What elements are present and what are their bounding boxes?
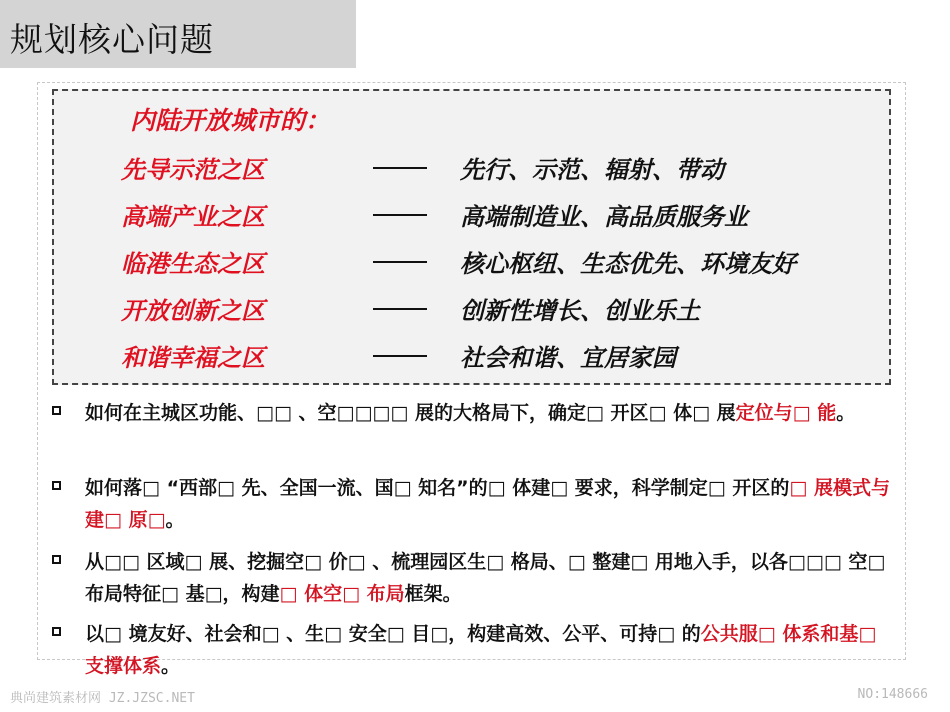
title-banner <box>0 0 356 68</box>
square-bullet-icon <box>52 481 61 490</box>
zone-row <box>0 291 950 327</box>
zone-description: 社会和谐、宜居家园 <box>460 344 676 372</box>
zone-name: 先导示范之区 <box>121 156 265 184</box>
zone-row <box>0 244 950 280</box>
zone-description: 核心枢纽、生态优先、环境友好 <box>460 250 796 278</box>
square-bullet-icon <box>52 627 61 636</box>
zone-dash <box>373 214 427 216</box>
zone-name: 和谐幸福之区 <box>121 344 265 372</box>
zone-dash <box>373 167 427 169</box>
zone-description: 创新性增长、创业乐土 <box>460 297 700 325</box>
zone-dash <box>373 308 427 310</box>
positioning-heading: 内陆开放城市的： <box>130 106 331 135</box>
zone-row <box>0 197 950 233</box>
zone-dash <box>373 261 427 263</box>
watermark-id: NO:148666 <box>857 687 928 702</box>
question-text: 以□ 境友好、社会和□ 、生□ 安全□ 目□，构建高效、公平、可持□ 的公共服□ 体系和基□ 支撑体系。 <box>85 623 877 677</box>
zone-row <box>0 338 950 374</box>
zone-description: 高端制造业、高品质服务业 <box>460 203 748 231</box>
watermark-site: 典尚建筑素材网 JZ.JZSC.NET <box>10 691 195 706</box>
question-text: 如何落□ “西部□ 先、全国一流、国□ 知名”的□ 体建□ 要求，科学制定□ 开区的□ 展模式与建□ 原□。 <box>85 477 890 531</box>
square-bullet-icon <box>52 406 61 415</box>
page-title: 规划核心问题 <box>10 20 214 59</box>
zone-dash <box>373 355 427 357</box>
question-text: 如何在主城区功能、□□ 、空□□□□ 展的大格局下，确定□ 开区□ 体□ 展定位与□ 能。 <box>85 402 856 424</box>
zone-name: 临港生态之区 <box>121 250 265 278</box>
zone-name: 高端产业之区 <box>121 203 265 231</box>
zone-row <box>0 150 950 186</box>
square-bullet-icon <box>52 555 61 564</box>
zone-description: 先行、示范、辐射、带动 <box>460 156 724 184</box>
question-text: 从□□ 区域□ 展、挖掘空□ 价□ 、梳理园区生□ 格局、□ 整建□ 用地入手，以各□□□ 空□ 布局特征□ 基□，构建□ 体空□ 布局框架。 <box>85 551 886 605</box>
zone-name: 开放创新之区 <box>121 297 265 325</box>
